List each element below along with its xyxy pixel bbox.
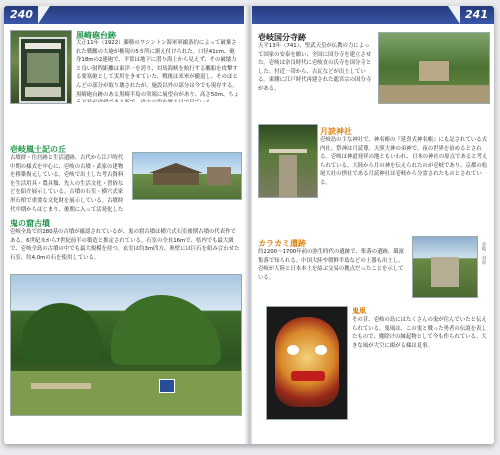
side-caption: 壱岐・対馬 — [481, 242, 486, 265]
photo-onino-iwaya — [10, 274, 242, 416]
left-page-number: 240 — [10, 8, 33, 21]
text-tsukiyomi-b — [258, 200, 488, 234]
text-onino-iwaya: 壱岐全島で約280基の古墳が確認されているが、鬼の窟古墳は横穴式石室後期古墳の代表作である。6世紀末から7世紀前半の築造と推定されている。石室の全長16mで、県内でも最大級で、壱岐全島の古墳の中でも最大規模を持つ。玄室は約3m四方、奥壁には巨石を組み合わせた石室、約4.0mの石を使用している。 — [10, 229, 240, 261]
text-karakami: 約2200～1700年前の弥生時代の遺跡で、集落の遺跡、環濠集落で知られる。中国大陸や朝鮮半島などの土器も出土し、壱岐が大陸と日本本土を結ぶ交易の拠点だったことを示している。 — [258, 249, 404, 281]
book-spread — [4, 6, 494, 444]
text-onidako: その昔、壱岐の島にはたくさんの鬼が住んでいたと伝えられている。鬼凧は、この鬼と戦った勇者の伝説を表したもので、魔除けの縁起物として今も作られている。大きな凧が大空に揚がる様は見事。 — [352, 317, 487, 349]
text-kokubunji: 天平13年（741）、聖武天皇が仏教の力によって国家の安泰を願い、全国に国分寺を建立させた。壱岐は奈良時代に壱岐直の氏寺を国分寺とした。付近一帯から、古瓦などが出土している。東側に江戸時代再建された龍宮宗の国分寺がある。 — [258, 43, 372, 92]
heading-kurosaki: 黒崎砲台跡 — [76, 31, 116, 40]
left-page — [4, 6, 246, 444]
heading-onidako: 鬼凧 — [352, 307, 366, 315]
right-page-number: 241 — [465, 8, 488, 21]
text-kurosaki-b — [10, 104, 240, 140]
text-kurosaki-a: 大正11年（1922）藤勝のワシントン海軍軍縮条約によって破棄された戦艦の大砲が権現の5カ所に据え付けられた。口径41cm、砲身18mの2連砲で、平常は地下に潜り海上から見えず、その破壊力と良い射程距離は東洋一を誇り、対馬海峡を航行する艦船を攻撃する要塞砲として実用をきせていた。戦後は米軍が撤退し、そのほとんどの部分が取り壊されたが、施設以外の部分は今でも現存する。黒崎砲台跡のある黒崎半島の突端に展望台があり、高さ50m、ちょ — [76, 40, 240, 98]
heading-karakami: カラカミ遺跡 — [258, 239, 306, 248]
heading-onino-iwaya: 鬼の窟古墳 — [10, 219, 50, 228]
text-fudoki-caption — [132, 199, 240, 215]
right-page — [252, 6, 494, 444]
heading-fudoki: 壱岐風土記の丘 — [10, 145, 66, 154]
text-tsukiyomi-a: 壱岐島の主な神社で、神名帳の『延喜式神名帳』にも記されている式内社。祭神は月読尊。天照大神の弟神で、夜の世界を治めるとされる。壱岐は神道発祥の地ともいわれ、日本の神社の原点であると考えられている。大陸から月の神を伝えられたのが壱岐であり、京都の松尾大社の摂社である月読神社は壱岐から分霊されたものとされている。 — [320, 137, 488, 186]
photo-fudoki — [132, 152, 242, 200]
photo-kokubunji — [378, 32, 490, 104]
sign-board — [159, 379, 175, 393]
heading-kokubunji: 壱岐国分寺跡 — [258, 33, 306, 42]
photo-karakami — [412, 236, 478, 298]
text-fudoki: 古墳群・住居跡と生活遺跡、古代から江戸時代中期の様式を中心に、壱岐の古墳・武家の建物を移築復元している。壱岐で出土した考古資料を生活用具・農具類、先人の生活文化・習俗などを紹介展示している。古墳の石室・横穴式家形石棺で重要な文化財を展示している。古墳時代中期からはじまり、後期に入って活発化した — [10, 155, 124, 213]
photo-kurosaki-sign — [10, 30, 72, 104]
left-header-bar — [4, 6, 246, 24]
photo-tsukiyomi — [258, 124, 318, 198]
right-header-bar — [252, 6, 494, 24]
heading-tsukiyomi: 月読神社 — [320, 127, 352, 136]
photo-onidako — [266, 306, 348, 420]
